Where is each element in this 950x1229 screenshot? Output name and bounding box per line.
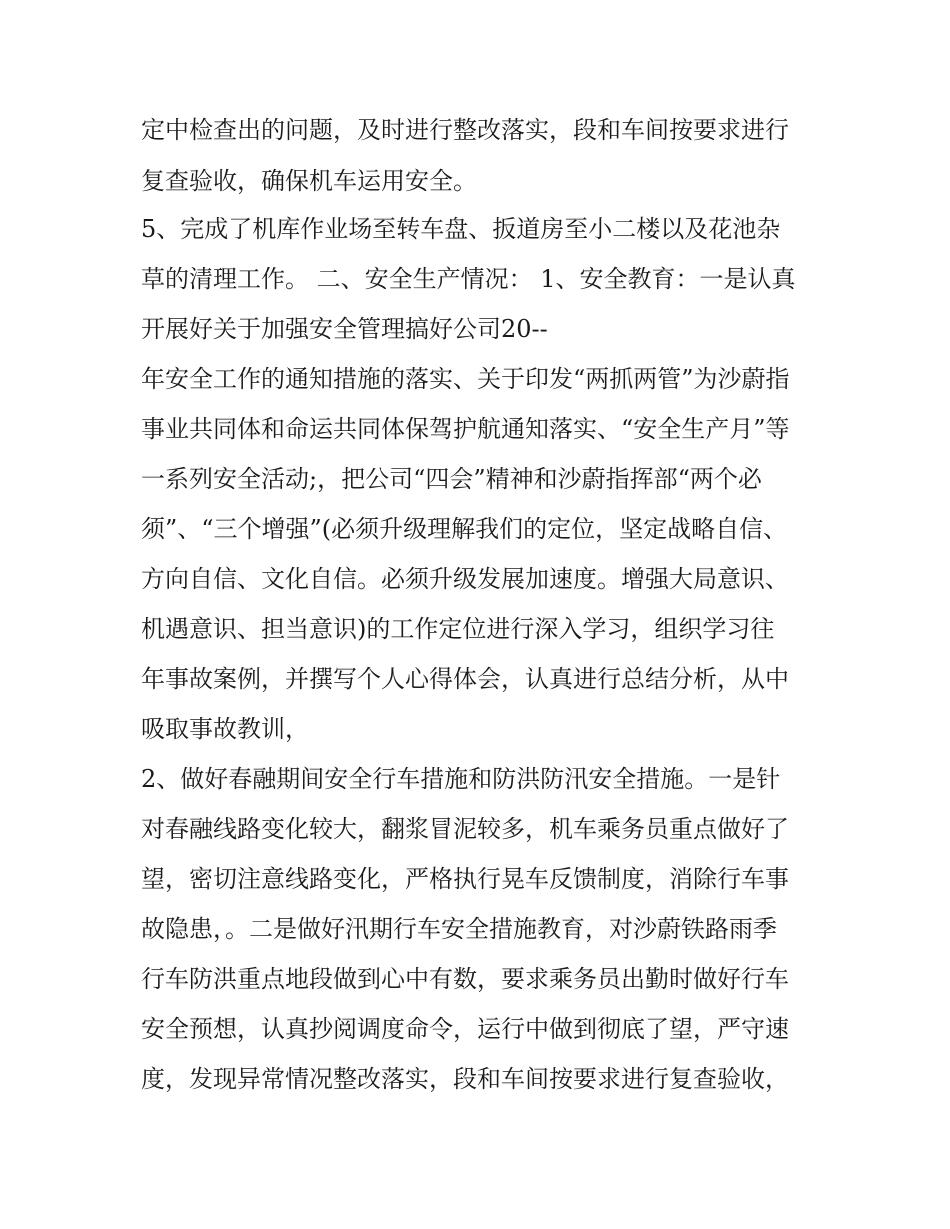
text-line: 安全预想，认真抄阅调度命令，运行中做到彻底了望，严守速 xyxy=(141,1015,789,1043)
text-line: 年安全工作的通知措施的落实、关于印发“两抓两管”为沙蔚指 xyxy=(141,365,790,393)
text-line: 一系列安全活动;，把公司“四会”精神和沙蔚指挥部“两个必 xyxy=(141,465,762,493)
text-line: 吸取事故教训， xyxy=(141,715,309,743)
text-line: 机遇意识、担当意识)的工作定位进行深入学习，组织学习往 xyxy=(141,615,775,643)
text-line: 故隐患，。二是做好汛期行车安全措施教育，对沙蔚铁路雨季 xyxy=(141,915,777,943)
text-line: 2、做好春融期间安全行车措施和防洪防汛安全措施。一是针 xyxy=(141,765,781,793)
text-line: 方向自信、文化自信。必须升级发展加速度。增强大局意识、 xyxy=(141,565,789,593)
text-line: 行车防洪重点地段做到心中有数，要求乘务员出勤时做好行车 xyxy=(141,965,789,993)
text-line: 事业共同体和命运共同体保驾护航通知落实、“安全生产月”等 xyxy=(141,415,790,443)
text-line: 度，发现异常情况整改落实，段和车间按要求进行复查验收， xyxy=(141,1065,789,1093)
text-line: 开展好关于加强安全管理搞好公司20-- xyxy=(141,315,548,343)
text-line: 草的清理工作。 二、安全生产情况： 1、安全教育：一是认真 xyxy=(141,265,796,293)
text-line: 须”、“三个增强”(必须升级理解我们的定位，坚定战略自信、 xyxy=(141,515,788,543)
text-line: 5、完成了机库作业场至转车盘、扳道房至小二楼以及花池杂 xyxy=(141,215,781,243)
text-line: 对春融线路变化较大，翻浆冒泥较多，机车乘务员重点做好了 xyxy=(141,815,789,843)
text-line: 年事故案例，并撰写个人心得体会，认真进行总结分析，从中 xyxy=(141,665,789,693)
text-line: 复查验收，确保机车运用安全。 xyxy=(141,167,477,195)
text-line: 望，密切注意线路变化，严格执行晃车反馈制度，消除行车事 xyxy=(141,865,789,893)
text-line: 定中检查出的问题，及时进行整改落实，段和车间按要求进行 xyxy=(141,116,789,144)
